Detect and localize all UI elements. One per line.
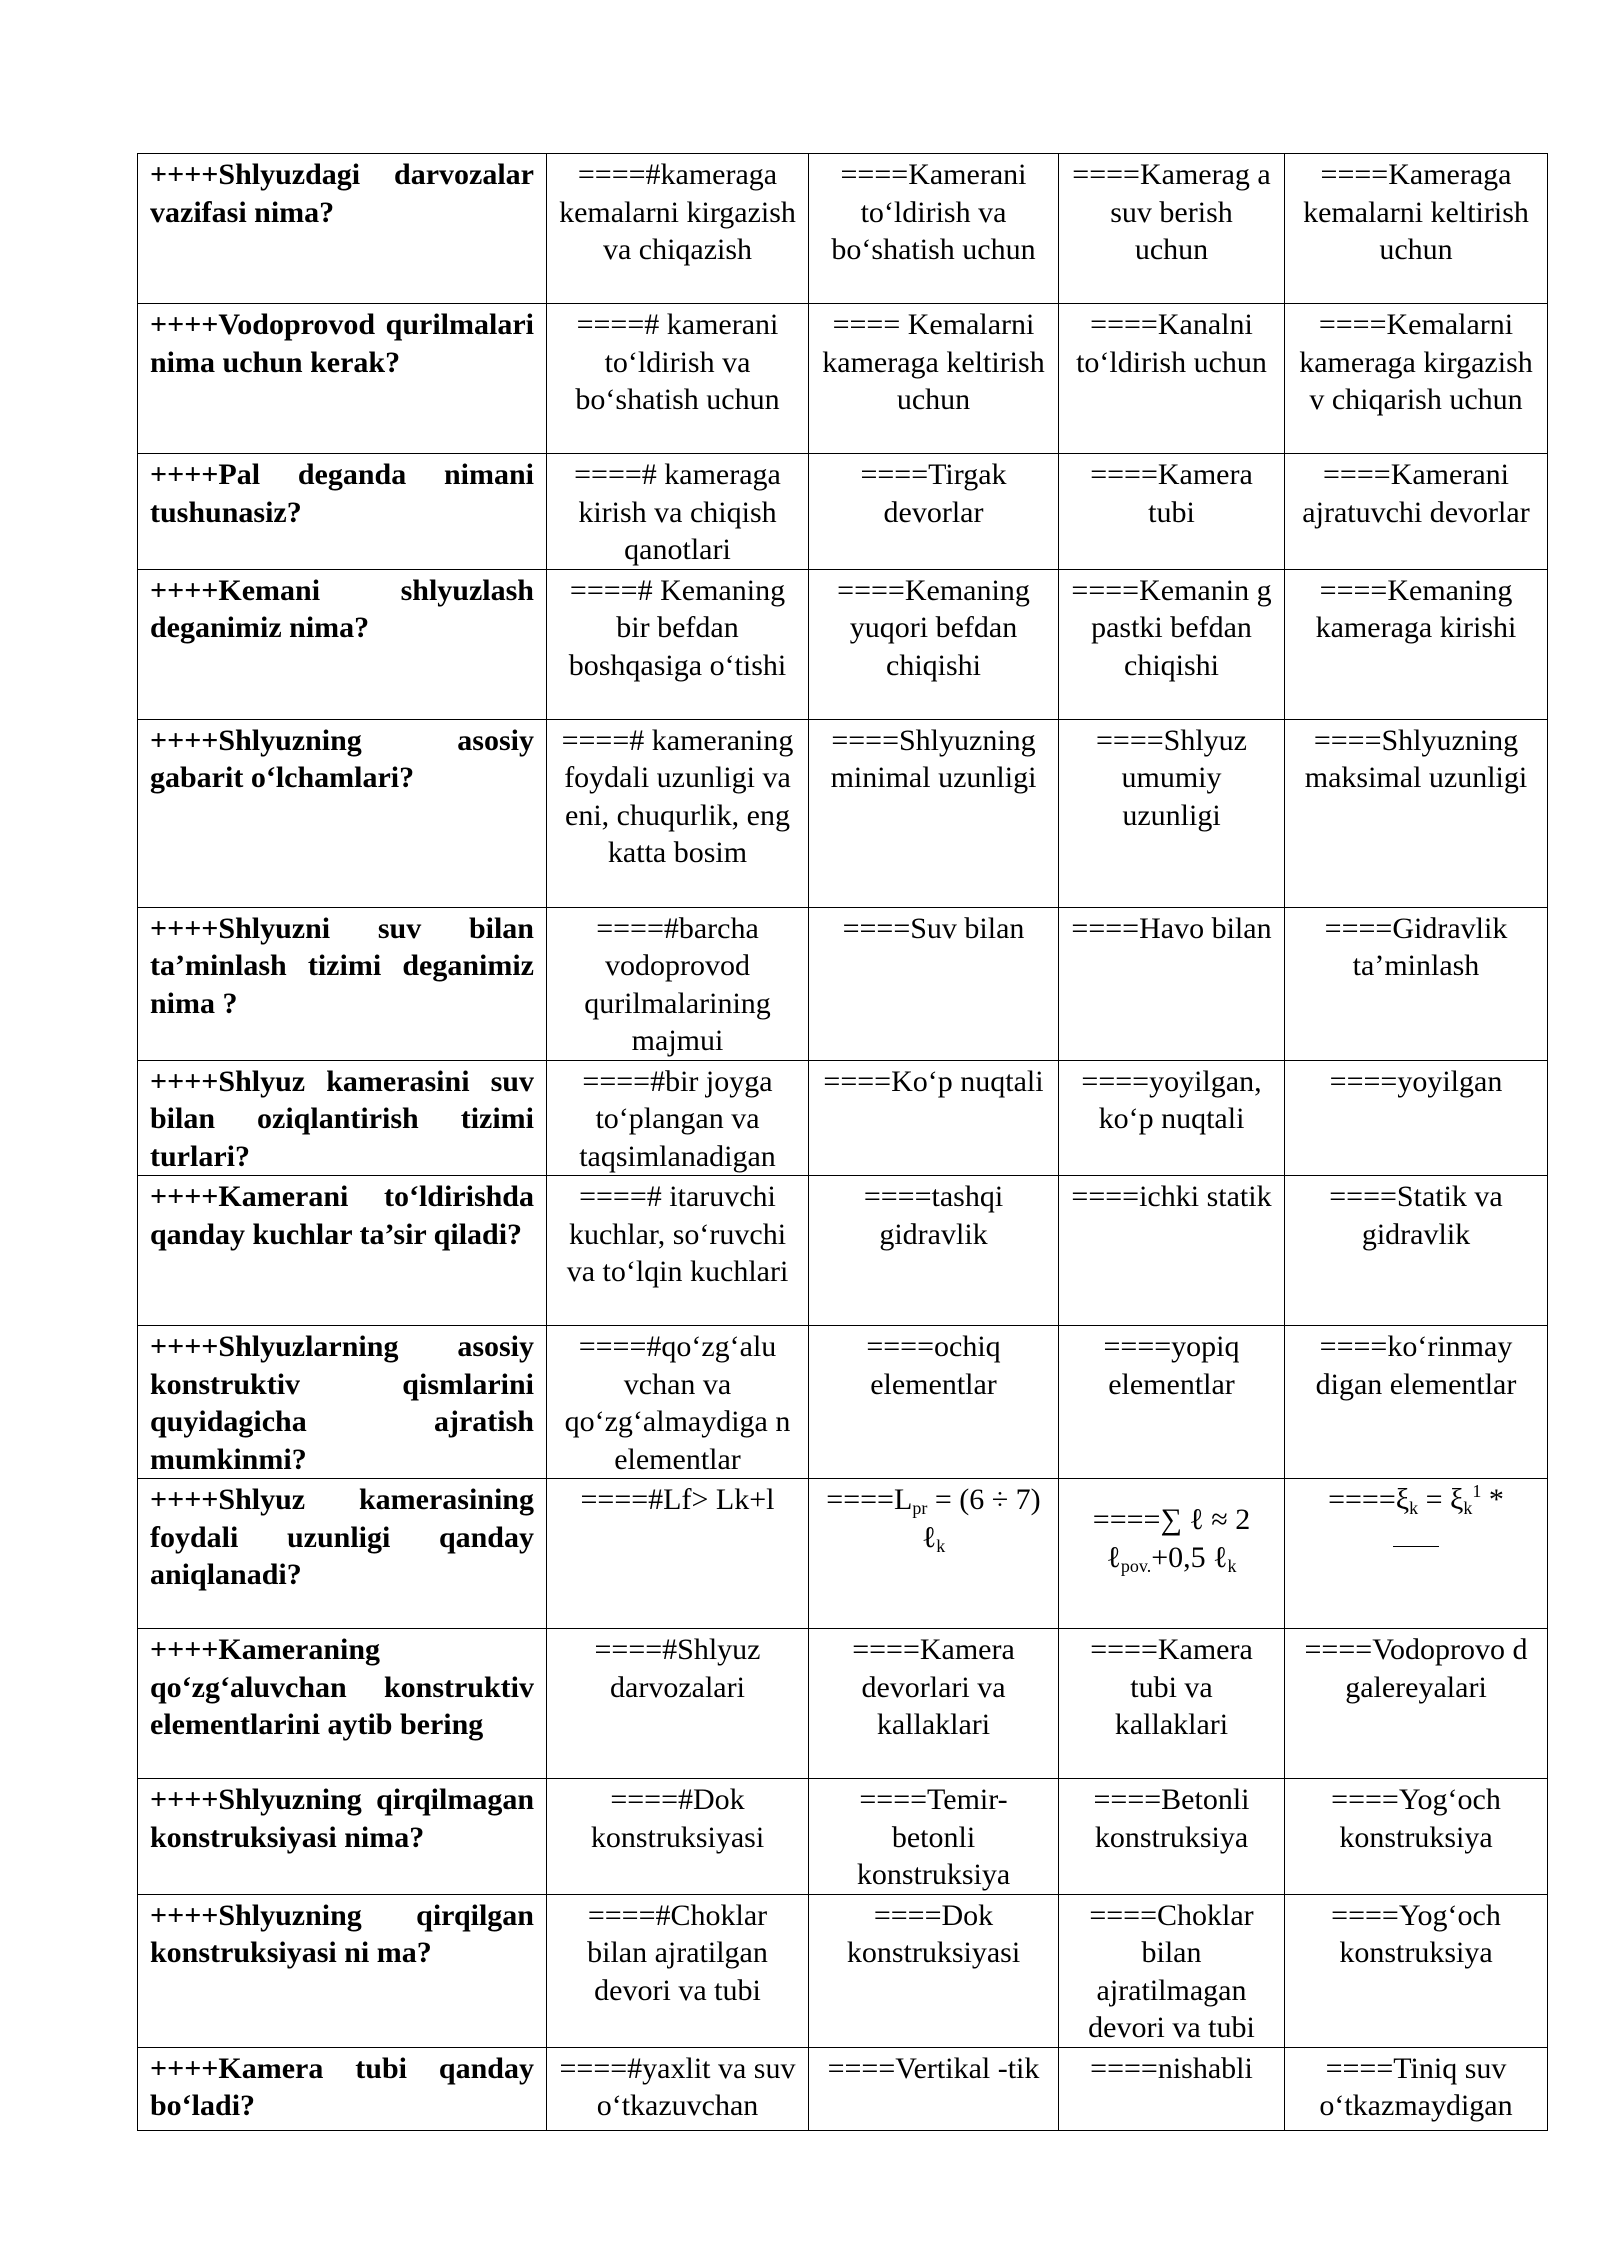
formula-text: ====#Lf> Lk+l bbox=[580, 1483, 775, 1516]
question-cell: ++++Shlyuzning qirqilgan konstruksiyasi ni ma? bbox=[138, 1894, 547, 2047]
answer-option: ====Kamera tubi va kallaklari bbox=[1059, 1629, 1285, 1779]
table-row bbox=[138, 1060, 1548, 1176]
table-row bbox=[138, 1779, 1548, 1895]
quiz-table bbox=[137, 153, 1548, 2131]
answer-correct: ====#Shlyuz darvozalari bbox=[547, 1629, 809, 1779]
table-row bbox=[138, 154, 1548, 304]
question-cell: ++++Kameraning qo‘zg‘aluvchan konstruktiv elementlarini aytib bering bbox=[138, 1629, 547, 1779]
answer-option: ====Kanalni to‘ldirish uchun bbox=[1059, 304, 1285, 454]
question-cell: ++++Vodoprovod qurilmalari nima uchun kerak? bbox=[138, 304, 547, 454]
table-row bbox=[138, 1176, 1548, 1326]
formula-subscript: k bbox=[1227, 1555, 1237, 1576]
answer-option: ====ichki statik bbox=[1059, 1176, 1285, 1326]
formula-subscript: k bbox=[1409, 1498, 1419, 1518]
table-row bbox=[138, 2047, 1548, 2130]
answer-option: ====Temir-betonli konstruksiya bbox=[809, 1779, 1059, 1895]
answer-option: ====Choklar bilan ajratilmagan devori va tubi bbox=[1059, 1894, 1285, 2047]
answer-correct: ====#qo‘zg‘alu vchan va qo‘zg‘almaydiga n elementlar bbox=[547, 1326, 809, 1479]
answer-correct bbox=[547, 1479, 809, 1629]
answer-correct: ====# kameraga kirish va chiqish qanotlari bbox=[547, 454, 809, 570]
table-row bbox=[138, 1479, 1548, 1629]
table-row bbox=[138, 1326, 1548, 1479]
formula-text: = (6 ÷ 7) ℓ bbox=[921, 1483, 1041, 1554]
answer-option: ==== Kemalarni kameraga keltirish uchun bbox=[809, 304, 1059, 454]
answer-option: ====Kemaning kameraga kirishi bbox=[1285, 569, 1548, 719]
table-row bbox=[138, 1629, 1548, 1779]
answer-option: ====Yog‘och konstruksiya bbox=[1285, 1894, 1548, 2047]
question-cell: ++++Kamerani to‘ldirishda qanday kuchlar ta’sir qiladi? bbox=[138, 1176, 547, 1326]
formula-text: +0,5 ℓ bbox=[1151, 1540, 1228, 1574]
formula-text: ====ξ bbox=[1328, 1483, 1410, 1516]
answer-option: ====nishabli bbox=[1059, 2047, 1285, 2130]
answer-correct: ====# itaruvchi kuchlar, so‘ruvchi va to‘lqin kuchlari bbox=[547, 1176, 809, 1326]
formula-text: * bbox=[1481, 1483, 1504, 1516]
answer-option: ====yoyilgan bbox=[1285, 1060, 1548, 1176]
answer-correct: ====# kameraning foydali uzunligi va eni, chuqurlik, eng katta bosim bbox=[547, 719, 809, 907]
answer-option bbox=[1285, 1479, 1548, 1629]
answer-option: ====Vodoprovo d galereyalari bbox=[1285, 1629, 1548, 1779]
question-cell: ++++Shlyuzni suv bilan ta’minlash tizimi deganimiz nima ? bbox=[138, 907, 547, 1060]
formula-subscript: pov. bbox=[1120, 1555, 1152, 1576]
formula-text: = ξ bbox=[1418, 1483, 1464, 1516]
question-cell: ++++Shlyuzdagi darvozalar vazifasi nima? bbox=[138, 154, 547, 304]
table-row bbox=[138, 569, 1548, 719]
answer-option: ====ko‘rinmay digan elementlar bbox=[1285, 1326, 1548, 1479]
answer-option: ====Shlyuzning minimal uzunligi bbox=[809, 719, 1059, 907]
question-cell: ++++Shlyuzning qirqilmagan konstruksiyasi nima? bbox=[138, 1779, 547, 1895]
answer-option: ====Kamera devorlari va kallaklari bbox=[809, 1629, 1059, 1779]
answer-option: ====tashqi gidravlik bbox=[809, 1176, 1059, 1326]
formula-subscript: k bbox=[1463, 1498, 1473, 1518]
answer-option: ====Betonli konstruksiya bbox=[1059, 1779, 1285, 1895]
formula-superscript: 1 bbox=[1472, 1481, 1482, 1501]
question-cell: ++++Pal deganda nimani tushunasiz? bbox=[138, 454, 547, 570]
table-row bbox=[138, 719, 1548, 907]
answer-option: ====Dok konstruksiyasi bbox=[809, 1894, 1059, 2047]
answer-option: ====Shlyuz umumiy uzunligi bbox=[1059, 719, 1285, 907]
answer-option: ====Havo bilan bbox=[1059, 907, 1285, 1060]
answer-option: ====Kameraga kemalarni keltirish uchun bbox=[1285, 154, 1548, 304]
formula-text: ====L bbox=[826, 1483, 913, 1516]
answer-correct: ====#Choklar bilan ajratilgan devori va tubi bbox=[547, 1894, 809, 2047]
answer-option: ====Kamerani to‘ldirish va bo‘shatish uchun bbox=[809, 154, 1059, 304]
answer-option: ====Kamera tubi bbox=[1059, 454, 1285, 570]
answer-option: ====Kemanin g pastki befdan chiqishi bbox=[1059, 569, 1285, 719]
answer-option: ====Yog‘och konstruksiya bbox=[1285, 1779, 1548, 1895]
answer-correct: ====#bir joyga to‘plangan va taqsimlanadigan bbox=[547, 1060, 809, 1176]
table-row bbox=[138, 1894, 1548, 2047]
answer-option: ====ochiq elementlar bbox=[809, 1326, 1059, 1479]
answer-option: ====Kamerag a suv berish uchun bbox=[1059, 154, 1285, 304]
answer-option: ====Shlyuzning maksimal uzunligi bbox=[1285, 719, 1548, 907]
question-cell: ++++Kemani shlyuzlash deganimiz nima? bbox=[138, 569, 547, 719]
question-cell: ++++Kamera tubi qanday bo‘ladi? bbox=[138, 2047, 547, 2130]
answer-option bbox=[809, 1479, 1059, 1629]
table-row bbox=[138, 304, 1548, 454]
answer-correct: ====# Kemaning bir befdan boshqasiga o‘tishi bbox=[547, 569, 809, 719]
answer-option: ====Suv bilan bbox=[809, 907, 1059, 1060]
answer-option: ====yoyilgan, ko‘p nuqtali bbox=[1059, 1060, 1285, 1176]
answer-option: ====Statik va gidravlik bbox=[1285, 1176, 1548, 1326]
answer-option: ====Vertikal -tik bbox=[809, 2047, 1059, 2130]
formula-subscript: k bbox=[936, 1535, 946, 1556]
answer-option: ====Kamerani ajratuvchi devorlar bbox=[1285, 454, 1548, 570]
fraction-line bbox=[1393, 1532, 1439, 1547]
answer-correct: ====#barcha vodoprovod qurilmalarining majmui bbox=[547, 907, 809, 1060]
question-cell: ++++Shlyuz kamerasining foydali uzunligi qanday aniqlanadi? bbox=[138, 1479, 547, 1629]
answer-option: ====Kemaning yuqori befdan chiqishi bbox=[809, 569, 1059, 719]
answer-correct: ====#kameraga kemalarni kirgazish va chiqazish bbox=[547, 154, 809, 304]
formula-text: ====∑ ℓ ≈ 2 ℓ bbox=[1092, 1503, 1251, 1574]
table-row bbox=[138, 454, 1548, 570]
question-cell: ++++Shlyuzlarning asosiy konstruktiv qismlarini quyidagicha ajratish mumkinmi? bbox=[138, 1326, 547, 1479]
answer-option: ====Tiniq suv o‘tkazmaydigan bbox=[1285, 2047, 1548, 2130]
question-cell: ++++Shlyuz kamerasini suv bilan oziqlantirish tizimi turlari? bbox=[138, 1060, 547, 1176]
answer-option: ====Kemalarni kameraga kirgazish v chiqarish uchun bbox=[1285, 304, 1548, 454]
formula-subscript: pr bbox=[912, 1498, 928, 1518]
answer-option: ====Tirgak devorlar bbox=[809, 454, 1059, 570]
answer-correct: ====#yaxlit va suv o‘tkazuvchan bbox=[547, 2047, 809, 2130]
answer-option: ====Ko‘p nuqtali bbox=[809, 1060, 1059, 1176]
answer-option: ====Gidravlik ta’minlash bbox=[1285, 907, 1548, 1060]
answer-correct: ====#Dok konstruksiyasi bbox=[547, 1779, 809, 1895]
question-cell: ++++Shlyuzning asosiy gabarit o‘lchamlari? bbox=[138, 719, 547, 907]
answer-option: ====yopiq elementlar bbox=[1059, 1326, 1285, 1479]
answer-correct: ====# kamerani to‘ldirish va bo‘shatish uchun bbox=[547, 304, 809, 454]
table-row bbox=[138, 907, 1548, 1060]
answer-option bbox=[1059, 1479, 1285, 1629]
